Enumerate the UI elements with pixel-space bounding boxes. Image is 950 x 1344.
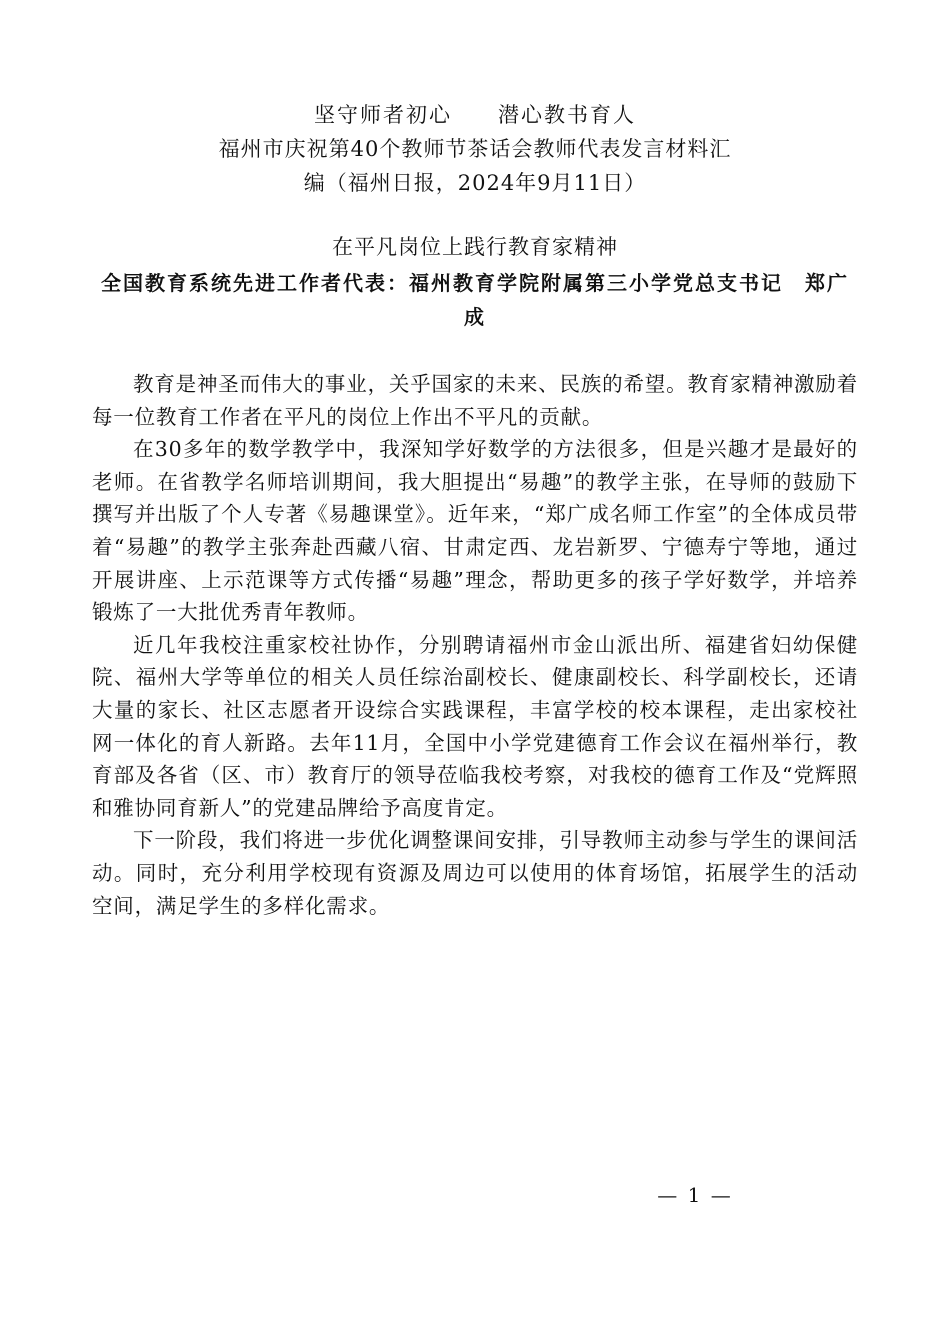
page-number: — 1 —	[657, 1183, 733, 1207]
document-title: 坚守师者初心 潜心教书育人	[314, 103, 636, 127]
article-paragraph: 近几年我校注重家校社协作，分别聘请福州市金山派出所、福建省妇幼保健院、福州大学等单位的相关人员任综治副校长、健康副校长、科学副校长，还请大量的家长、社区志愿者开设综合实践课程，丰富学校的校本课程，走出家校社网一体化的育人新路。去年11月，全国中小学党建德育工作会议在福州举行，教育部及各省（区、市）教育厅的领导莅临我校考察，对我校的德育工作及“党辉照和雅协同育新人”的党建品牌给予高度肯定。	[92, 632, 858, 820]
article-paragraph: 下一阶段，我们将进一步优化调整课间安排，引导教师主动参与学生的课间活动。同时，充分利用学校现有资源及周边可以使用的体育场馆，拓展学生的活动空间，满足学生的多样化需求。	[92, 828, 858, 918]
document-subtitle-line-1: 福州市庆祝第40个教师节茶话会教师代表发言材料汇	[218, 137, 732, 161]
article-body	[92, 368, 858, 922]
article-paragraph: 教育是神圣而伟大的事业，关乎国家的未来、民族的希望。教育家精神激励着每一位教育工作者在平凡的岗位上作出不平凡的贡献。	[92, 372, 858, 429]
article-byline: 全国教育系统先进工作者代表：福州教育学院附属第三小学党总支书记 郑广成	[101, 271, 849, 329]
article-paragraph: 在30多年的数学教学中，我深知学好数学的方法很多，但是兴趣才是最好的老师。在省教学名师培训期间，我大胆提出“易趣”的教学主张，在导师的鼓励下撰写并出版了个人专著《易趣课堂》。近年来，“郑广成名师工作室”的全体成员带着“易趣”的教学主张奔赴西藏八宿、甘肃定西、龙岩新罗、宁德寿宁等地，通过开展讲座、上示范课等方式传播“易趣”理念，帮助更多的孩子学好数学，并培养锻炼了一大批优秀青年教师。	[92, 437, 858, 625]
article-title: 在平凡岗位上践行教育家精神	[332, 235, 618, 259]
document-header	[90, 98, 860, 200]
document-subtitle-line-2: 编（福州日报，2024年9月11日）	[303, 171, 647, 195]
